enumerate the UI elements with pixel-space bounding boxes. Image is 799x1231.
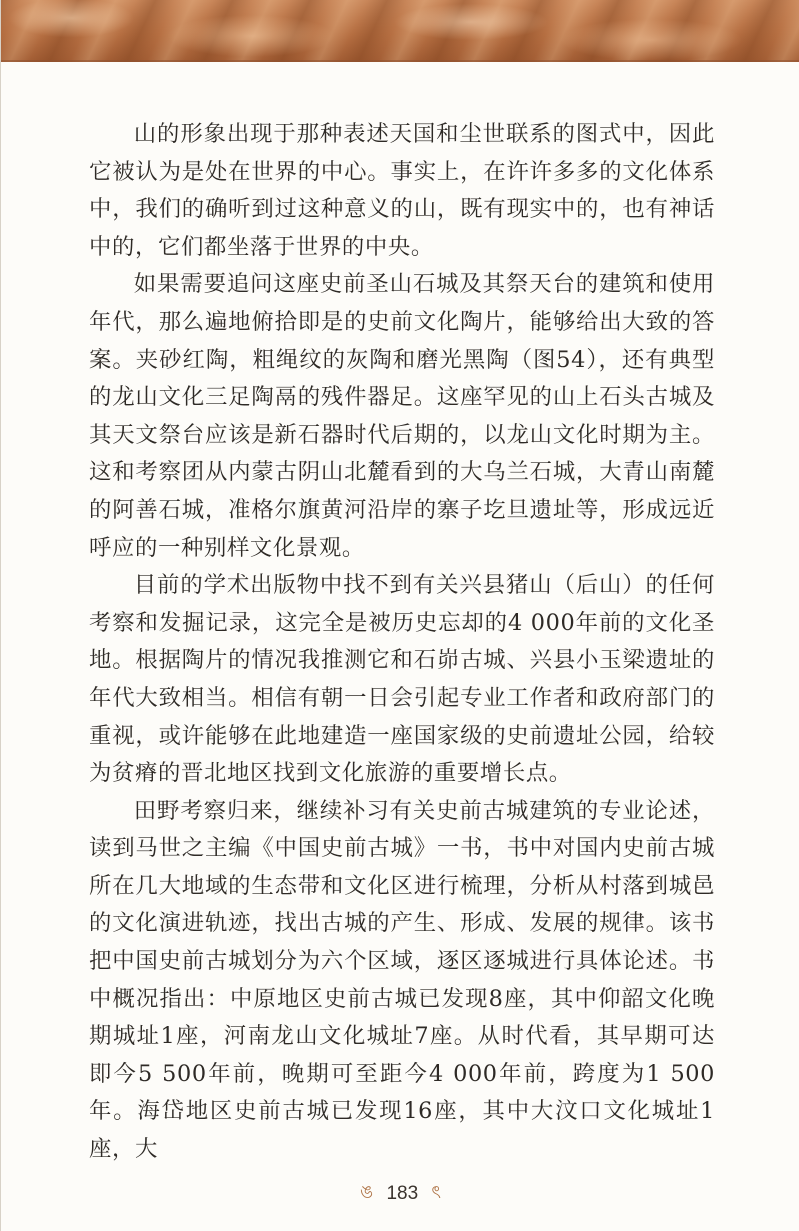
fleuron-left-icon: ঙ [359, 1182, 374, 1203]
paragraph-4: 田野考察归来，继续补习有关史前古城建筑的专业论述，读到马世之主编《中国史前古城》一书，书中对国内史前古城所在几大地域的生态带和文化区进行梳理，分析从村落到城邑的文化演进轨迹，找出古城的产生、形成、发展的规律。该书把中国史前古城划分为六个区域，逐区逐城进行具体论述。书中概况指出：中原地区史前古城已发现8座，其中仰韶文化晚期城址1座，河南龙山文化城址7座。从时代看，其早期可达即今5 500年前，晚期可至距今4 000年前，跨度为1 500年。海岱地区史前古城已发现16座，其中大汶口文化城址1座，大 [89, 797, 715, 1163]
paragraph-3: 目前的学术出版物中找不到有关兴县猪山（后山）的任何考察和发掘记录，这完全是被历史忘却的4 000年前的文化圣地。根据陶片的情况我推测它和石峁古城、兴县小玉梁遗址的年代大致相当。相信有朝一日会引起专业工作者和政府部门的重视，或许能够在此地建造一座国家级的史前遗址公园，给较为贫瘠的晋北地区找到文化旅游的重要增长点。 [89, 572, 715, 787]
paragraph-1: 山的形象出现于那种表述天国和尘世联系的图式中，因此它被认为是处在世界的中心。事实上，在许许多多的文化体系中，我们的确听到过这种意义的山，既有现实中的，也有神话中的，它们都坐落于世界的中央。 [89, 121, 715, 260]
decorative-header-band [1, 0, 799, 62]
fleuron-right-icon: ৎ [431, 1182, 442, 1203]
page-footer [1, 1178, 799, 1209]
body-text [89, 116, 715, 1169]
paragraph-2: 如果需要追问这座史前圣山石城及其祭天台的建筑和使用年代，那么遍地俯拾即是的史前文化陶片，能够给出大致的答案。夹砂红陶，粗绳纹的灰陶和磨光黑陶（图54），还有典型的龙山文化三足陶鬲的残件器足。这座罕见的山上石头古城及其天文祭台应该是新石器时代后期的，以龙山文化时期为主。这和考察团从内蒙古阴山北麓看到的大乌兰石城，大青山南麓的阿善石城，准格尔旗黄河沿岸的寨子圪旦遗址等，形成远近呼应的一种别样文化景观。 [89, 271, 715, 561]
page-number: 183 [386, 1183, 419, 1204]
